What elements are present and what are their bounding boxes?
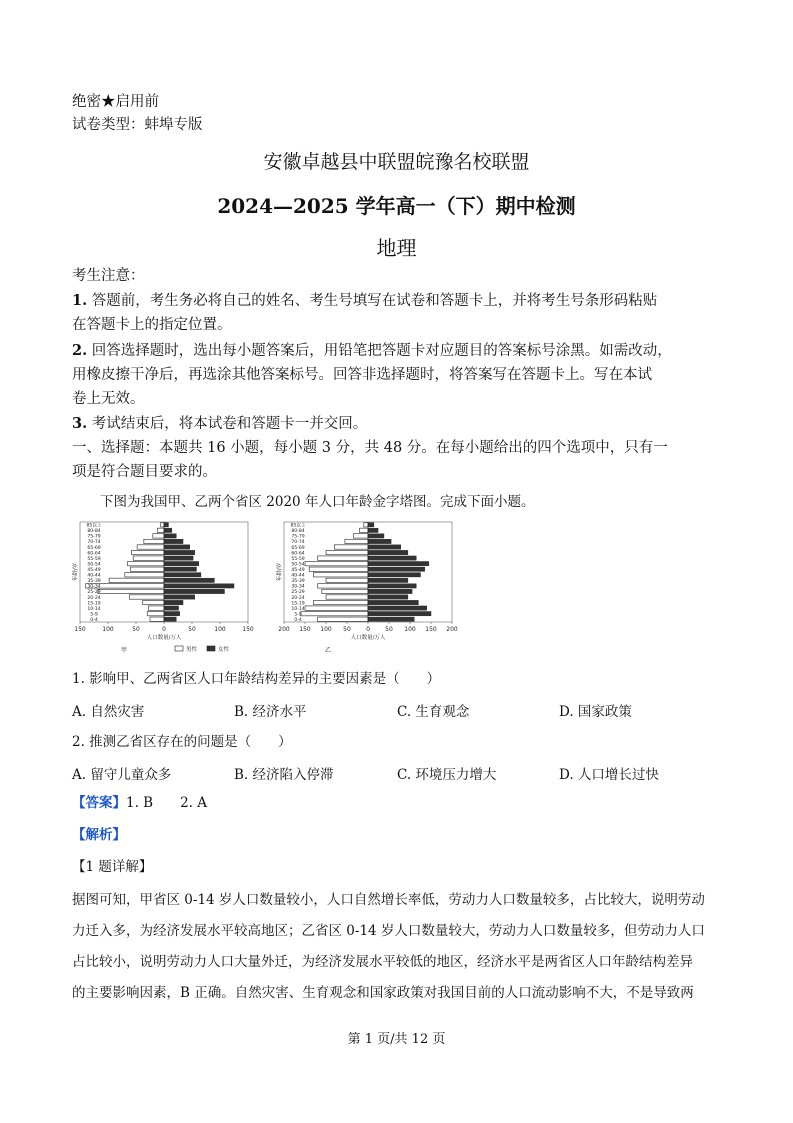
age-tick-label: 5-9 (294, 612, 302, 618)
female-bar (164, 534, 176, 538)
notice-item-1 (72, 289, 732, 337)
male-bar (148, 606, 164, 610)
male-bar (129, 595, 164, 599)
notice-heading: 考生注意： (72, 268, 145, 284)
male-bar (137, 545, 164, 549)
q2-option-a[interactable]: A. 留守儿童众多 (72, 767, 172, 783)
alliance-title: 安徽卓越县中联盟皖豫名校联盟 (263, 151, 530, 173)
age-tick-label: 5-9 (90, 612, 98, 618)
female-bar (368, 534, 384, 538)
female-bar (164, 556, 193, 560)
question-1-stem: 1. 影响甲、乙两省区人口年龄结构差异的主要因素是（ ） (72, 671, 441, 687)
x-axis-label: 人口数量/万人 (350, 635, 386, 641)
female-bar (368, 528, 378, 532)
notice-text: 卷上无效。 (72, 391, 145, 407)
age-tick-label: 50-54 (291, 562, 305, 568)
age-tick-label: 70-74 (87, 540, 101, 546)
q2-option-c[interactable]: C. 环境压力增大 (397, 767, 497, 783)
section-1-heading (72, 436, 732, 484)
female-bar (368, 589, 412, 593)
male-bar (334, 545, 368, 549)
answer-label: 【答案】 (72, 795, 126, 811)
male-bar (313, 573, 368, 577)
age-tick-label: 0-4 (294, 618, 302, 623)
female-bar (164, 578, 214, 582)
male-bar (301, 611, 368, 615)
age-tick-label: 75-79 (291, 534, 305, 540)
q1-option-a[interactable]: A. 自然灾害 (72, 704, 145, 720)
paper-type: 试卷类型：蚌埠专版 (72, 117, 203, 133)
male-bar (147, 611, 164, 615)
age-tick-label: 60-64 (291, 551, 305, 557)
age-tick-label: 20-24 (87, 595, 101, 601)
answer-text: 1. B 2. A (126, 795, 208, 811)
male-bar (109, 578, 164, 582)
age-tick-label: 45-49 (87, 568, 101, 573)
analysis-line: 据图可知，甲省区 0-14 岁人口数量较小，人口自然增长率低，劳动力人口数量较多，占比较大，说明劳动 (72, 892, 705, 908)
female-bar (368, 600, 418, 604)
male-bar (125, 573, 164, 577)
x-tick-label: 0 (366, 626, 370, 633)
notice-item-3 (72, 412, 732, 436)
male-bar (318, 556, 368, 560)
male-bar (318, 584, 368, 588)
female-bar (164, 617, 176, 621)
female-bar (368, 539, 391, 543)
x-tick-label: 50 (132, 626, 140, 633)
age-tick-label: 25-29 (87, 590, 101, 596)
x-tick-label: 100 (320, 626, 332, 633)
female-bar (164, 567, 196, 571)
notice-item-2 (72, 339, 732, 411)
notice-text: 考试结束后，将本试卷和答题卡一并交回。 (91, 416, 368, 432)
male-bar (130, 567, 164, 571)
age-tick-label: 65-69 (291, 545, 305, 551)
female-bar (164, 611, 180, 615)
q2-option-d[interactable]: D. 人口增长过快 (559, 767, 659, 783)
male-bar (309, 567, 368, 571)
population-pyramids-figure (70, 518, 470, 660)
x-tick-label: 150 (242, 626, 254, 633)
female-bar (164, 523, 168, 527)
male-bar (353, 534, 368, 538)
male-bar (143, 600, 164, 604)
age-tick-label: 10-14 (87, 606, 101, 612)
age-tick-label: 40-44 (291, 573, 305, 579)
age-tick-label: 30-34 (87, 584, 101, 590)
x-tick-label: 150 (425, 626, 437, 633)
female-bar (164, 539, 183, 543)
analysis-line: 的主要影响因素，B 正确。自然灾害、生育观念和国家政策对我国目前的人口流动影响不大，不是导致两 (72, 985, 694, 1001)
age-tick-label: 55-59 (87, 556, 101, 562)
notice-text: 回答选择题时，选出每小题答案后，用铅笔把答题卡对应题目的答案标号涂黑。如需改动， (91, 343, 672, 359)
subject-title: 地理 (376, 236, 417, 260)
notice-text: 用橡皮擦干净后，再选涂其他答案标号。回答非选择题时，将答案写在答题卡上。写在本试 (72, 367, 652, 383)
male-bar (157, 528, 164, 532)
panel-label: 甲 (120, 647, 128, 654)
age-tick-label: 75-79 (87, 534, 101, 540)
question-intro: 下图为我国甲、乙两个省区 2020 年人口年龄金字塔图。完成下面小题。 (100, 494, 535, 510)
male-bar (326, 550, 368, 554)
female-bar (368, 550, 408, 554)
male-bar (364, 523, 368, 527)
male-bar (305, 606, 368, 610)
age-tick-label: 50-54 (87, 562, 101, 568)
female-bar (164, 528, 172, 532)
question-1-options (72, 700, 732, 720)
y-axis-label: 年龄/岁 (73, 562, 79, 582)
x-tick-label: 100 (214, 626, 226, 633)
female-bar (164, 545, 190, 549)
female-bar (368, 567, 425, 571)
analysis-line: 力迁入多，为经济发展水平较高地区；乙省区 0-14 岁人口数量较大，劳动力人口数量较多，但劳动力人口 (72, 923, 705, 939)
x-tick-label: 50 (188, 626, 196, 633)
section-text: 项是符合题目要求的。 (72, 464, 217, 480)
male-bar (326, 578, 368, 582)
female-bar (368, 545, 401, 549)
notice-num-2: 2. (72, 342, 88, 359)
y-axis-label: 年龄/岁 (277, 562, 283, 582)
legend-swatch-male (175, 646, 183, 651)
detail-heading: 【1 题详解】 (72, 859, 153, 875)
analysis-label-text: 【解析】 (72, 827, 126, 843)
female-bar (164, 550, 195, 554)
age-tick-label: 65-69 (87, 545, 101, 551)
female-bar (164, 606, 179, 610)
page-footer: 第 1 页/共 12 页 (347, 1032, 446, 1047)
female-bar (368, 611, 431, 615)
female-bar (164, 573, 201, 577)
x-axis-label: 人口数量/万人 (146, 635, 182, 641)
analysis-line: 占比较小，说明劳动力人口大量外迁，为经济发展水平较低的地区，经济水平是两省区人口年龄结构差异 (72, 954, 693, 970)
legend-swatch-female (207, 646, 215, 651)
notice-text: 在答题卡上的指定位置。 (72, 317, 232, 333)
female-bar (164, 584, 234, 588)
age-tick-label: 15-19 (291, 601, 305, 607)
male-bar (326, 595, 368, 599)
male-bar (98, 589, 164, 593)
q2-option-b[interactable]: B. 经济陷入停滞 (234, 767, 334, 783)
x-tick-label: 200 (446, 626, 458, 633)
female-bar (368, 617, 414, 621)
male-bar (128, 561, 164, 565)
age-tick-label: 45-49 (291, 568, 305, 573)
age-tick-label: 30-34 (291, 584, 305, 590)
age-tick-label: 80-84 (291, 529, 305, 535)
x-tick-label: 100 (102, 626, 114, 633)
age-tick-label: 70-74 (291, 540, 305, 546)
legend-label-male: 男性 (186, 647, 198, 653)
q1-option-b[interactable]: B. 经济水平 (234, 704, 307, 720)
age-tick-label: 25-29 (291, 590, 305, 596)
x-tick-label: 100 (404, 626, 416, 633)
female-bar (368, 561, 429, 565)
female-bar (164, 561, 199, 565)
notice-text: 答题前，考生务必将自己的姓名、考生号填写在试卷和答题卡上，并将考生号条形码粘贴 (91, 293, 658, 309)
female-bar (368, 523, 374, 527)
age-tick-label: 15-19 (87, 601, 101, 607)
male-bar (144, 539, 164, 543)
male-bar (313, 600, 368, 604)
x-tick-label: 200 (278, 626, 290, 633)
age-tick-label: 85以上 (290, 523, 306, 529)
x-tick-label: 150 (299, 626, 311, 633)
section-text: 一、选择题：本题共 16 小题，每小题 3 分，共 48 分。在每小题给出的四个选项中，只有一 (72, 440, 668, 456)
female-bar (368, 556, 416, 560)
age-tick-label: 0-4 (90, 618, 98, 623)
q1-option-d[interactable]: D. 国家政策 (559, 704, 632, 720)
age-tick-label: 10-14 (291, 606, 305, 612)
male-bar (318, 617, 368, 621)
male-bar (132, 550, 164, 554)
answer-line (72, 793, 207, 813)
male-bar (322, 589, 368, 593)
q1-option-c[interactable]: C. 生育观念 (397, 704, 470, 720)
notice-num-3: 3. (72, 415, 88, 432)
age-tick-label: 20-24 (291, 595, 305, 601)
exam-title: 2024—2025 学年高一（下）期中检测 (217, 194, 576, 218)
female-bar (368, 573, 421, 577)
question-2-options (72, 763, 732, 783)
male-bar (360, 528, 368, 532)
male-bar (153, 534, 164, 538)
male-bar (305, 561, 368, 565)
age-tick-label: 35-39 (87, 579, 101, 585)
female-bar (368, 578, 408, 582)
x-tick-label: 150 (74, 626, 86, 633)
age-tick-label: 85以上 (86, 523, 102, 529)
panel-label: 乙 (324, 647, 332, 654)
male-bar (133, 556, 164, 560)
female-bar (368, 584, 416, 588)
age-tick-label: 40-44 (87, 573, 101, 579)
age-tick-label: 35-39 (291, 579, 305, 585)
notice-num-1: 1. (72, 292, 88, 309)
female-bar (368, 606, 427, 610)
male-bar (150, 617, 164, 621)
male-bar (345, 539, 368, 543)
age-tick-label: 55-59 (291, 556, 305, 562)
female-bar (164, 600, 183, 604)
x-tick-label: 50 (385, 626, 393, 633)
male-bar (161, 523, 164, 527)
x-tick-label: 50 (343, 626, 351, 633)
legend-label-female: 女性 (218, 647, 230, 653)
analysis-paragraph (72, 885, 732, 1009)
age-tick-label: 60-64 (87, 551, 101, 557)
age-tick-label: 80-84 (87, 529, 101, 535)
female-bar (164, 589, 224, 593)
female-bar (368, 595, 408, 599)
question-2-stem: 2. 推测乙省区存在的问题是（ ） (72, 734, 292, 750)
x-tick-label: 0 (162, 626, 166, 633)
secret-mark: 绝密★启用前 (72, 94, 159, 110)
female-bar (164, 595, 195, 599)
analysis-label (72, 825, 126, 845)
